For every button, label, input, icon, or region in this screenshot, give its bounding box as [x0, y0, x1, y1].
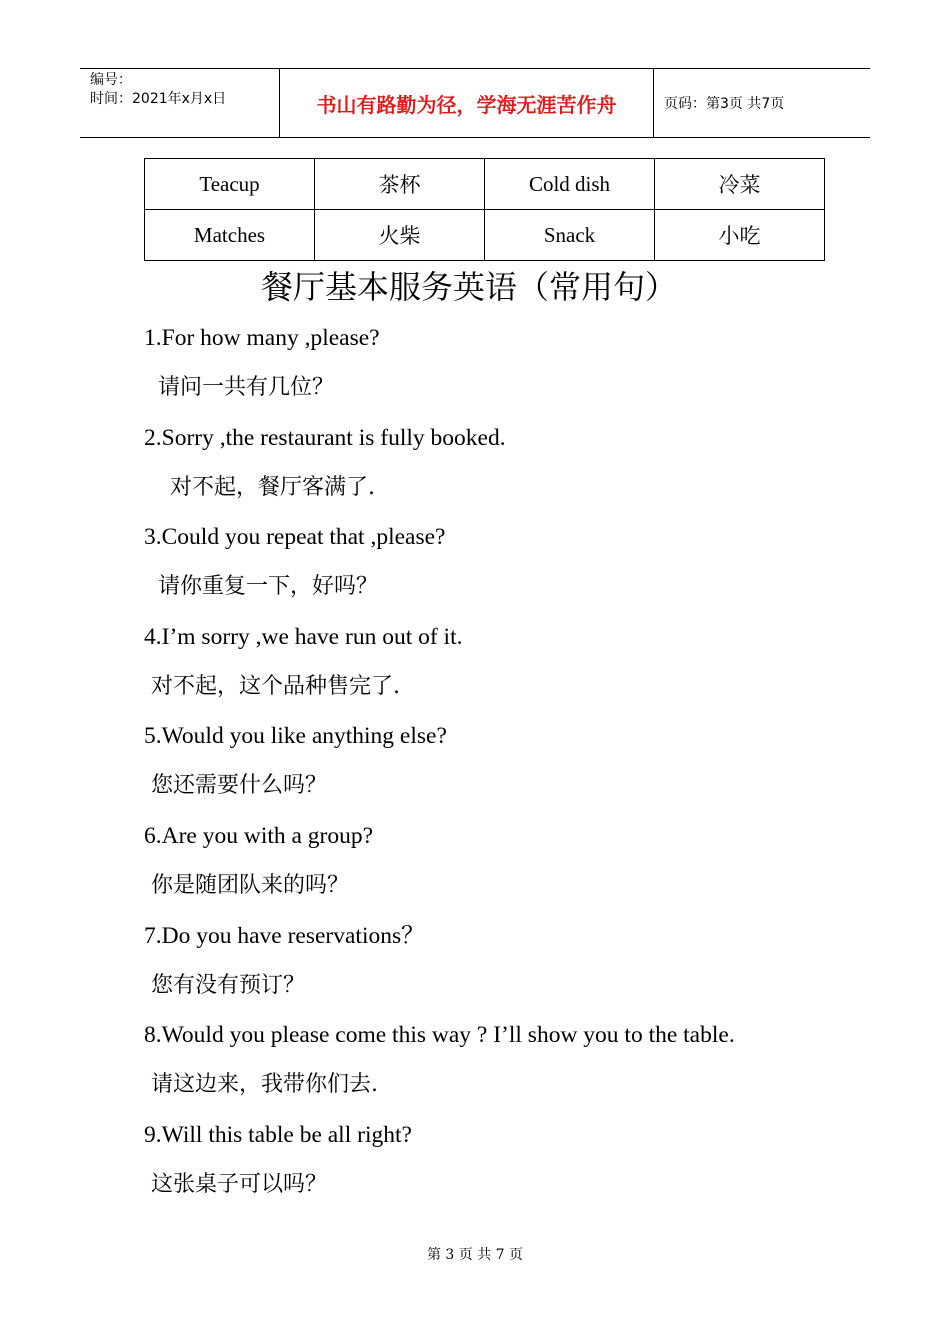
phrase-chinese: 这张桌子可以吗？ [151, 1171, 328, 1197]
phrase-english: 5.Would you like anything else? [144, 723, 447, 750]
vocab-cell: Matches [145, 210, 315, 261]
phrase-chinese: 你是随团队来的吗？ [151, 872, 350, 898]
vocab-cell: 冷菜 [655, 159, 825, 210]
phrase-english: 6.Are you with a group? [144, 822, 374, 849]
vocab-cell: Cold dish [485, 159, 655, 210]
header-page-info: 页码：第3页 共7页 [664, 96, 785, 112]
serial-label: 编号： [90, 72, 132, 88]
phrase-english: 4.I’m sorry ,we have run out of it. [144, 623, 463, 650]
phrase-chinese: 请问一共有几位？ [158, 375, 335, 400]
vocab-row [145, 159, 825, 210]
vocab-cell: Snack [485, 210, 655, 261]
phrase-chinese: 对不起，餐厅客满了. [170, 474, 375, 500]
phrase-english: 9.Will this table be all right? [144, 1121, 412, 1148]
phrase-chinese: 您有没有预订？ [151, 972, 306, 998]
vocab-cell: 茶杯 [315, 159, 485, 210]
vocab-cell: 小吃 [655, 210, 825, 261]
phrase-english: 3.Could you repeat that ,please? [144, 524, 446, 551]
phrase-chinese: 请你重复一下，好吗？ [158, 574, 379, 600]
phrase-chinese: 您还需要什么吗？ [151, 773, 328, 799]
phrase-english: 1.For how many ,please? [144, 325, 380, 351]
phrase-chinese: 请这边来，我带你们去. [151, 1072, 378, 1098]
vocab-cell: 火柴 [315, 210, 485, 261]
header-motto: 书山有路勤为径，学海无涯苦作舟 [280, 69, 654, 137]
header-meta [80, 69, 280, 137]
page-footer: 第 3 页 共 7 页 [426, 1247, 524, 1263]
vocab-cell: Teacup [145, 159, 315, 210]
phrase-english: 2.Sorry ,the restaurant is fully booked. [144, 424, 506, 451]
vocab-row [145, 210, 825, 261]
date-label: 时间：2021年x月x日 [90, 91, 227, 107]
doc-title: 餐厅基本服务英语（常用句） [260, 268, 677, 306]
phrase-list [144, 313, 844, 1209]
phrase-english: 7.Do you have reservations？ [144, 922, 425, 949]
vocab-table [144, 158, 825, 261]
phrase-chinese: 对不起，这个品种售完了. [151, 673, 400, 699]
page-header [80, 68, 870, 138]
phrase-english: 8.Would you please come this way ? I’ll show you to the table. [144, 1022, 735, 1049]
